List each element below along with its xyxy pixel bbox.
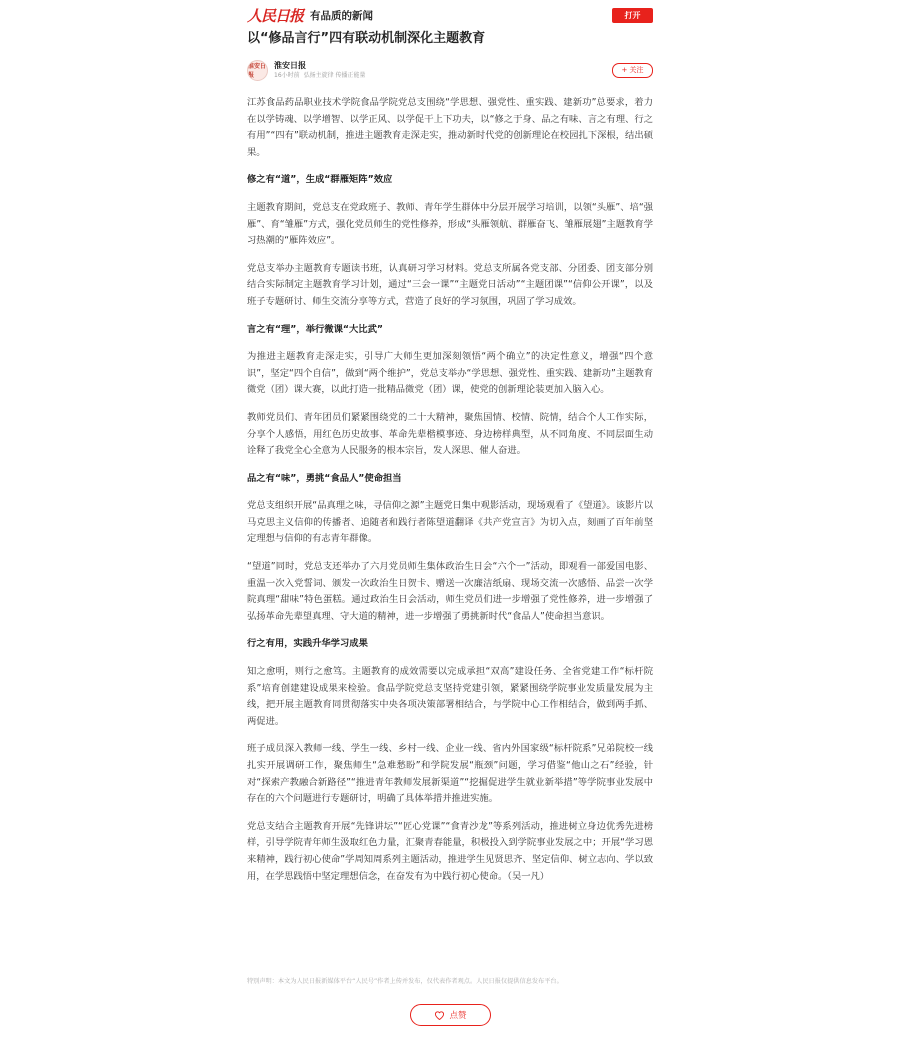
article-paragraph: 知之愈明，则行之愈笃。主题教育的成效需要以完成承担“双高”建设任务、全省党建工作“标杆院系”培育创建建设成果来检验。食品学院党总支坚持党建引领，紧紧围绕学院事业发质量发展为主线，把开展主题教育同贯彻落实中央各项决策部署相结合，与学院中心工作相结合，做到两手抓、两促进。 (247, 666, 653, 727)
article-title: 以“修品言行”四有联动机制深化主题教育 (247, 31, 486, 46)
like-button[interactable] (410, 1004, 491, 1026)
author-avatar[interactable]: 淮安日报 (247, 60, 268, 81)
author-name[interactable]: 淮安日报 (274, 60, 306, 70)
follow-button[interactable]: + 关注 (612, 63, 653, 78)
section-heading: 言之有“理”，举行微课“大比武” (247, 323, 384, 335)
article-paragraph: 班子成员深入教师一线、学生一线、乡村一线、企业一线、省内外国家级“标杆院系”兄弟院校一线扎实开展调研工作，聚焦师生“急难愁盼”和学院发展“瓶颈”问题，学习借鉴“他山之石”经验，针对“探索产教融合新路径”“推进青年教师发展新渠道”“挖掘促进学生就业新举措”等学院事业发展中存在的六个问题进行专题研讨，明确了具体举措并推进实施。 (247, 743, 653, 805)
article-paragraph: 党总支举办主题教育专题读书班，认真研习学习材料。党总支所属各党支部、分团委、团支部分别结合实际制定主题教育学习计划，通过“三会一课”“主题党日活动”“主题团课”“信仰公开课”，以及班子专题研讨、师生交流分享等方式，营造了良好的学习氛围，巩固了学习成效。 (247, 262, 653, 307)
section-heading: 行之有用，实践升华学习成果 (247, 638, 368, 650)
article-paragraph: 党总支组织开展“品真理之味，寻信仰之源”主题党日集中观影活动，现场观看了《望道》。该影片以马克思主义信仰的传播者、追随者和践行者陈望道翻译《共产党宣言》为切入点，刻画了百年前坚定理想与信仰的有志青年群像。 (247, 500, 653, 545)
people-daily-logo[interactable]: 人民日报 (247, 6, 304, 25)
publish-time: 16小时前 (274, 71, 300, 79)
article-paragraph: 教师党员们、青年团员们紧紧围绕党的二十大精神，聚焦国情、校情、院情，结合个人工作实际，分享个人感悟，用红色历史故事、革命先辈楷模事迹、身边榜样典型，从不同角度、不同层面生动诠释了我党全心全意为人民服务的根本宗旨，发人深思、催人奋进。 (247, 411, 653, 457)
author-row (247, 60, 653, 80)
heart-icon (434, 1010, 445, 1020)
article-paragraph: 主题教育期间，党总支在党政班子、教师、青年学生群体中分层开展学习培训，以领“头雁”、培“强雁”、育“雏雁”方式，强化党员师生的党性修养，形成“头雁领航、群雁奋飞、雏雁展翅”主题教育学习热潮的“雁阵效应”。 (247, 201, 653, 247)
article-paragraph: “望道”同时，党总支还举办了六月党员师生集体政治生日会“六个一”活动，即观看一部爱国电影、重温一次入党誓词、颁发一次政治生日贺卡、赠送一次廉洁纸扇、现场交流一次感悟、品尝一次学院真理“甜味”特色蛋糕。通过政治生日会活动，师生党员们进一步增强了党性修养，进一步增强了弘扬革命先辈望真理、守大道的精神，进一步增强了勇挑新时代“食品人”使命担当意识。 (247, 561, 653, 622)
author-tagline: 弘扬主旋律 传播正能量 (303, 71, 366, 79)
article-body (247, 95, 653, 896)
section-heading: 品之有“味”，勇挑“食品人”使命担当 (247, 472, 402, 484)
author-meta (274, 71, 366, 80)
section-heading: 修之有“道”，生成“群雁矩阵”效应 (247, 174, 393, 186)
article-paragraph: 江苏食品药品职业技术学院食品学院党总支围绕“学思想、强党性、重实践、建新功”总要求，着力在以学铸魂、以学增智、以学正风、以学促干上下功夫，以“修之于身、品之有味、言之有理、行之有用”“四有”联动机制，推进主题教育走深走实，推动新时代党的创新理论在校园扎下深根，结出硕果。 (247, 97, 653, 158)
like-label: 点赞 (449, 1011, 467, 1021)
author-info (274, 61, 366, 80)
article-paragraph: 党总支结合主题教育开展“先锋讲坛”“匠心党课”“食青沙龙”等系列活动，推进树立身边优秀先进榜样，引导学院青年师生汲取红色力量，汇聚青春能量，积极投入到学院事业发展之中；开展“学习恩来精神，践行初心使命”学周知周系列主题活动，推进学生见贤思齐、坚定信仰、树立志向、学以致用，在学思践悟中坚定理想信念，在奋发有为中践行初心使命。（吴一凡） (247, 820, 653, 882)
disclaimer: 特别声明：本文为人民日报新媒体平台“人民号”作者上传并发布，仅代表作者观点。人民日报仅提供信息发布平台。 (247, 978, 563, 985)
open-app-button[interactable]: 打开 (612, 8, 653, 23)
slogan: 有品质的新闻 (310, 9, 374, 22)
top-bar (247, 5, 653, 25)
article-paragraph: 为推进主题教育走深走实，引导广大师生更加深刻领悟“两个确立”的决定性意义，增强“四个意识”，坚定“四个自信”，做到“两个维护”，党总支举办“学思想、强党性、重实践、建新功”主题教育微党（团）课大赛，以此打造一批精品微党（团）课，使党的创新理论装更加入脑入心。 (247, 351, 653, 396)
